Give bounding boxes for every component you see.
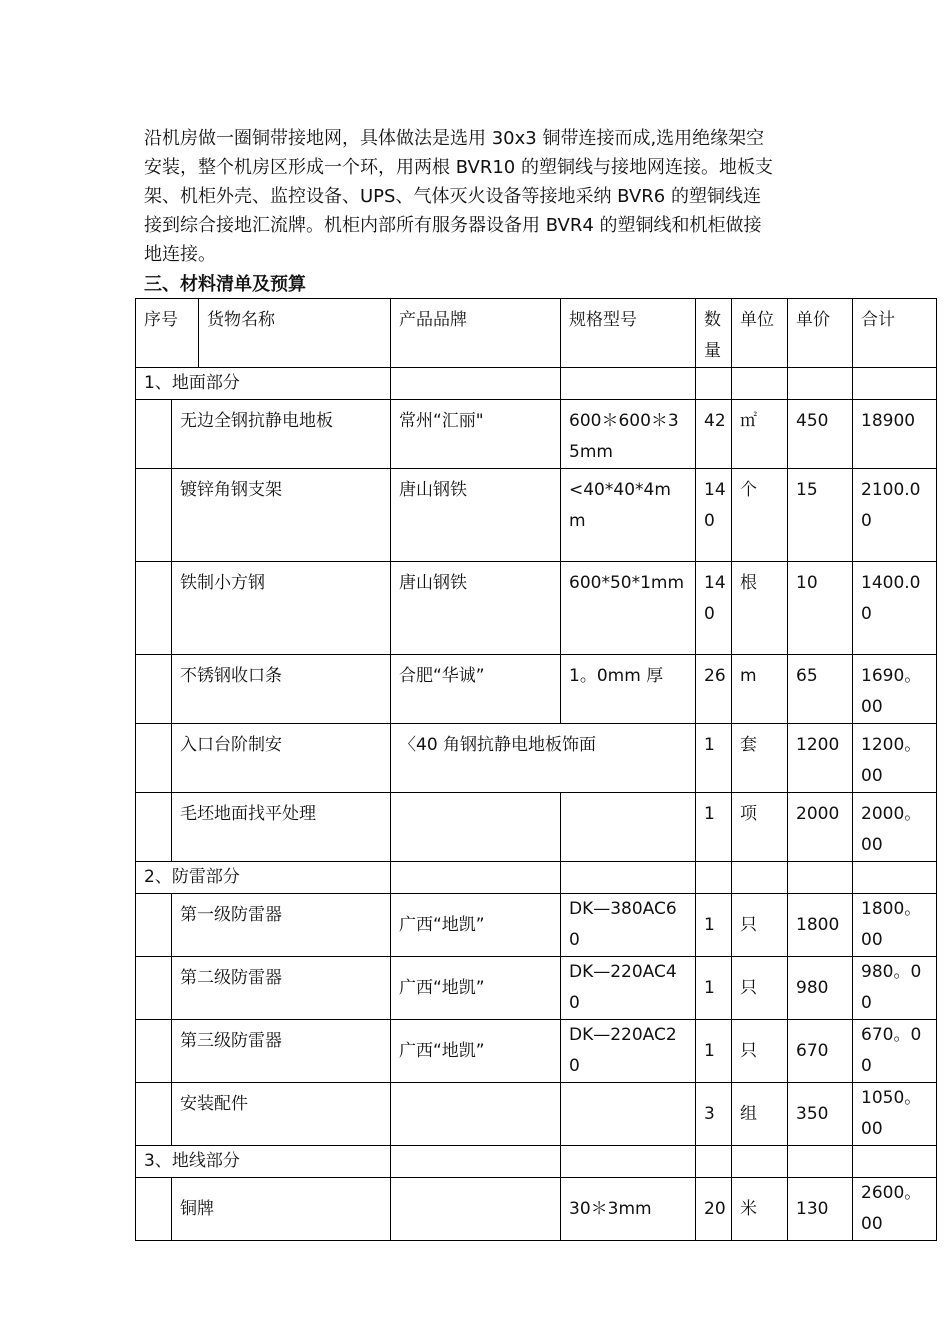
table-row [136,562,937,655]
cell-brand [391,1178,561,1241]
cell-brand: 广西“地凯” [391,957,561,1020]
cell-unit: 只 [732,1020,788,1083]
cell-spec: 600＊600＊35mm [561,400,696,469]
cell-unit: 个 [732,469,788,562]
paragraph-line: 沿机房做一圈铜带接地网，具体做法是选用 30x3 铜带连接而成,选用绝缘架空 [144,128,765,149]
table-row [136,655,937,724]
cell-name: 不锈钢收口条 [172,655,391,724]
header-spec: 规格型号 [561,299,696,368]
cell-price: 450 [788,400,853,469]
cell-spec: 1。0mm 厚 [561,655,696,724]
cell-name: 镀锌角钢支架 [172,469,391,562]
cell-brand: 常州“汇丽" [391,400,561,469]
cell-brand: 广西“地凯” [391,894,561,957]
cell-brand: 唐山钢铁 [391,562,561,655]
paragraph-line: 安装，整个机房区形成一个环，用两根 BVR10 的塑铜线与接地网连接。地板支 [144,157,773,178]
cell-price: 1800 [788,894,853,957]
cell-total: 1400.00 [853,562,937,655]
cell-qty: 1 [696,793,732,862]
table-row [136,957,937,1020]
cell-brand: 〈40 角钢抗静电地板饰面 [391,724,696,793]
cell-unit: 米 [732,1178,788,1241]
cell-qty: 1 [696,894,732,957]
table-row [136,724,937,793]
section-row [136,862,937,894]
cell-qty: 140 [696,562,732,655]
cell-name: 铜牌 [172,1178,391,1241]
cell-name: 入口台阶制安 [172,724,391,793]
paragraph-line: 接到综合接地汇流牌。机柜内部所有服务器设备用 BVR4 的塑铜线和机柜做接 [144,215,762,236]
cell-name: 毛坯地面找平处理 [172,793,391,862]
cell-qty: 20 [696,1178,732,1241]
cell-price: 1200 [788,724,853,793]
cell-price: 350 [788,1083,853,1146]
paragraph-line: 地连接。 [144,244,216,265]
cell-price: 670 [788,1020,853,1083]
cell-qty: 140 [696,469,732,562]
cell-qty: 1 [696,1020,732,1083]
cell-total: 980。00 [853,957,937,1020]
cell-price: 2000 [788,793,853,862]
header-brand: 产品品牌 [391,299,561,368]
table-header-row [136,299,937,368]
paragraph-line: 架、机柜外壳、监控设备、UPS、气体灭火设备等接地采纳 BVR6 的塑铜线连 [144,186,761,207]
cell-total: 670。00 [853,1020,937,1083]
cell-name: 无边全钢抗静电地板 [172,400,391,469]
cell-qty: 3 [696,1083,732,1146]
cell-spec [561,1083,696,1146]
cell-qty: 26 [696,655,732,724]
cell-name: 铁制小方钢 [172,562,391,655]
cell-price: 980 [788,957,853,1020]
table-row [136,469,937,562]
cell-name: 安装配件 [172,1083,391,1146]
cell-spec: DK—380AC60 [561,894,696,957]
intro-paragraph [144,124,814,269]
cell-brand [391,1083,561,1146]
table-row [136,1083,937,1146]
header-qty: 数量 [696,299,732,368]
section-title: 2、防雷部分 [136,862,391,894]
cell-brand: 合肥“华诚” [391,655,561,724]
section-title: 3、地线部分 [136,1146,391,1178]
header-name: 货物名称 [199,299,391,368]
cell-brand: 广西“地凯” [391,1020,561,1083]
section-heading: 三、材料清单及预算 [144,274,306,295]
cell-qty: 1 [696,724,732,793]
table-row [136,793,937,862]
cell-name: 第三级防雷器 [172,1020,391,1083]
section-title: 1、地面部分 [136,368,391,400]
cell-spec [561,793,696,862]
cell-price: 130 [788,1178,853,1241]
section-row [136,368,937,400]
cell-unit: ㎡ [732,400,788,469]
header-unit: 单位 [732,299,788,368]
cell-total: 2100.00 [853,469,937,562]
cell-brand: 唐山钢铁 [391,469,561,562]
header-seq: 序号 [136,299,199,368]
cell-unit: 套 [732,724,788,793]
cell-spec: 30＊3mm [561,1178,696,1241]
materials-table [135,298,937,1241]
cell-total: 2000。00 [853,793,937,862]
cell-spec: <40*40*4mm [561,469,696,562]
cell-brand [391,793,561,862]
cell-price: 65 [788,655,853,724]
table-row [136,1178,937,1241]
table-row [136,894,937,957]
header-price: 单价 [788,299,853,368]
cell-unit: 只 [732,894,788,957]
cell-price: 10 [788,562,853,655]
cell-name: 第一级防雷器 [172,894,391,957]
section-row [136,1146,937,1178]
cell-unit: 根 [732,562,788,655]
cell-spec: DK—220AC20 [561,1020,696,1083]
cell-qty: 42 [696,400,732,469]
cell-total: 2600。00 [853,1178,937,1241]
cell-spec: 600*50*1mm [561,562,696,655]
cell-total: 1690。00 [853,655,937,724]
cell-spec: DK—220AC40 [561,957,696,1020]
cell-unit: 项 [732,793,788,862]
cell-name: 第二级防雷器 [172,957,391,1020]
cell-qty: 1 [696,957,732,1020]
table-row [136,1020,937,1083]
cell-unit: 组 [732,1083,788,1146]
table-row [136,400,937,469]
cell-unit: m [732,655,788,724]
cell-unit: 只 [732,957,788,1020]
cell-total: 1200。00 [853,724,937,793]
cell-total: 1050。00 [853,1083,937,1146]
cell-total: 18900 [853,400,937,469]
cell-price: 15 [788,469,853,562]
cell-total: 1800。00 [853,894,937,957]
header-total: 合计 [853,299,937,368]
